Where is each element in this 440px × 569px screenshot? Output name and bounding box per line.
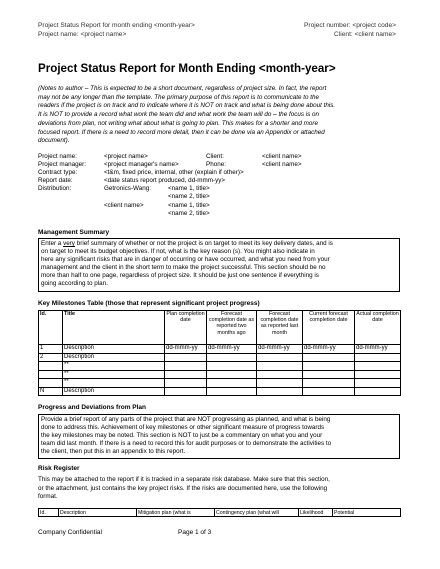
report-date-value: <date status report produced, dd-mmm-yy> [104, 177, 226, 185]
cell-forecast-last-month [257, 370, 303, 379]
risk-register-table [38, 508, 401, 517]
milestones-table [38, 310, 401, 396]
summary-line [41, 240, 397, 248]
cell-id: 1 [39, 345, 63, 354]
footer-confidential: Company Confidential [38, 529, 102, 536]
risk-col-mitigation: Mitigation plan (what is [137, 509, 215, 517]
notes-line: document). [38, 137, 70, 145]
progress-line: the client, then put this in an appendix to this report. [41, 448, 186, 456]
table-row [39, 353, 401, 362]
cell-current-forecast [303, 379, 355, 388]
cell-current-forecast [303, 370, 355, 379]
cell-forecast-two-months [207, 353, 257, 362]
distribution-org-1-name-2: <name 2, title> [168, 193, 210, 201]
table-row [39, 345, 401, 354]
cell-actual-date [355, 370, 401, 379]
progress-heading: Progress and Deviations from Plan [38, 404, 147, 411]
footer-page-number: Page 1 of 3 [178, 529, 212, 536]
distribution-org-2-name-1: <name 1, title> [168, 201, 210, 209]
cell-forecast-two-months [207, 379, 257, 388]
cell-title: Description [63, 345, 165, 354]
cell-forecast-last-month: dd-mmm-yy [257, 345, 303, 354]
progress-line: team did last month. If there is a need to record this for audit purposes or to demonstrate the activities to [41, 440, 332, 448]
cell-forecast-last-month [257, 387, 303, 396]
cell-forecast-last-month [257, 362, 303, 371]
risk-col-id: Id. [39, 509, 59, 517]
milestones-heading: Key Milestones Table (those that represent significant project progress) [38, 300, 260, 307]
summary-underlined-word: very [63, 240, 75, 247]
col-header-plan-date: Plan completion date [165, 311, 207, 345]
notes-line: (Notes to author – This is expected to be a short document, regardless of project size. In fact, the report [38, 85, 327, 92]
author-notes [38, 85, 400, 146]
distribution-label: Distribution: [38, 185, 72, 193]
contract-value: <t&m, fixed price, internal, other (explain if other)> [104, 169, 244, 177]
risk-register-text [38, 476, 400, 502]
summary-line: more than half to one page, regardless of project size. It should be just one sentence if everything is [41, 272, 319, 280]
header-project-name: Project name: <project name> [38, 30, 127, 38]
risk-line: format. [38, 493, 58, 501]
contract-label: Contract type: [38, 169, 78, 177]
cell-id: 2 [39, 353, 63, 362]
progress-line: done to address this. Achievement of key milestones or other significant measure of progress towards [41, 424, 325, 432]
header-project-number: Project number: <project code> [304, 22, 396, 29]
cell-title: Description [63, 353, 165, 362]
distribution-org-2-name-2: <name 2, title> [168, 209, 210, 217]
risk-col-likelihood: Likelihood [299, 509, 333, 517]
cell-plan-date [165, 370, 207, 379]
distribution-org-2: <client name> [104, 201, 144, 209]
table-row [39, 370, 401, 379]
distribution-org-1-name-1: <name 1, title> [168, 185, 210, 193]
cell-forecast-two-months: dd-mmm-yy [207, 345, 257, 354]
cell-actual-date [355, 362, 401, 371]
cell-id: N [39, 387, 63, 396]
cell-id [39, 370, 63, 379]
client-label: Client: [206, 153, 224, 160]
summary-text: Enter a [41, 240, 64, 247]
project-name-value: <project name> [104, 153, 148, 160]
summary-line: here any significant risks that are in danger of occurring or have occurred, and what you need from your [41, 256, 330, 264]
risk-line: This may be attached to the report if it is tracked in a separate risk database. Make sure that this section, [38, 476, 330, 483]
cell-actual-date [355, 387, 401, 396]
cell-plan-date: dd-mmm-yy [165, 345, 207, 354]
header-client: Client: <client name> [334, 30, 396, 38]
notes-line: It is NOT to provide a record what work the team did and what work the team will do – the focus is on [38, 111, 320, 119]
risk-col-description: Description [59, 509, 137, 517]
risk-col-potential: Potential [333, 509, 401, 517]
cell-plan-date [165, 379, 207, 388]
cell-plan-date [165, 362, 207, 371]
cell-id [39, 379, 63, 388]
running-header-left [38, 22, 195, 39]
cell-title: ** [63, 362, 165, 371]
cell-title: ** [63, 379, 165, 388]
table-row [39, 387, 401, 396]
col-header-id: Id. [39, 311, 63, 345]
distribution-org-1: Getronics-Wang: [104, 185, 152, 193]
summary-line: management and the client in the short term to make the project successful. This section should be no [41, 264, 326, 272]
cell-plan-date [165, 353, 207, 362]
cell-actual-date: dd-mmm-yy [355, 345, 401, 354]
cell-forecast-last-month [257, 353, 303, 362]
management-summary-heading: Management Summary [38, 229, 110, 236]
cell-forecast-two-months [207, 387, 257, 396]
report-date-label: Report date: [38, 177, 73, 185]
col-header-current-forecast: Current forecast completion date [303, 311, 355, 345]
cell-forecast-last-month [257, 379, 303, 388]
notes-line: focused report. If there is a need to record more detail, then it can be done via an Appendix or attached [38, 128, 325, 136]
risk-col-contingency: Contingency plan (what will [215, 509, 299, 517]
risk-line: or the attachment, just contains the key project risks. If the risks are documented here, use the following [38, 484, 328, 492]
notes-line: may not be any longer than the template. The primary purpose of this report is to communicate to the [38, 93, 320, 101]
cell-id [39, 362, 63, 371]
manager-value: <project manager's name> [104, 161, 179, 169]
summary-line: going according to plan. [41, 280, 108, 288]
cell-forecast-two-months [207, 370, 257, 379]
cell-current-forecast [303, 362, 355, 371]
manager-label: Project manager: [38, 161, 86, 169]
cell-current-forecast [303, 353, 355, 362]
risk-register-heading: Risk Register [38, 465, 80, 472]
col-header-actual-date: Actual completion date [355, 311, 401, 345]
header-report-title: Project Status Report for month ending <month-year> [38, 22, 195, 29]
phone-label: Phone: [206, 161, 226, 169]
cell-forecast-two-months [207, 362, 257, 371]
progress-box[interactable] [38, 414, 400, 459]
progress-line: Provide a brief report of any parts of the project that are NOT progressing as planned, and what is being [41, 416, 331, 423]
notes-line: deviations from plan, not writing what about what is going to plan. This makes for a shorter and more [38, 119, 319, 127]
col-header-forecast-two-months: Forecast completion date as reported two months ago [207, 311, 257, 345]
cell-title: Description [63, 387, 165, 396]
cell-title: ** [63, 370, 165, 379]
col-header-forecast-last-month: Forecast completion date as reported last month [257, 311, 303, 345]
project-name-label: Project name: [38, 153, 77, 160]
cell-actual-date [355, 353, 401, 362]
document-title: Project Status Report for Month Ending <month-year> [38, 62, 336, 75]
phone-value: <client name> [262, 161, 302, 169]
col-header-title: Title [63, 311, 165, 345]
cell-current-forecast: dd-mmm-yy [303, 345, 355, 354]
cell-current-forecast [303, 387, 355, 396]
progress-line: the key milestones may be noted. This section is NOT to just be a commentary on what you and your [41, 432, 323, 440]
running-header-right [304, 22, 396, 39]
cell-actual-date [355, 379, 401, 388]
client-value: <client name> [262, 153, 302, 160]
summary-line: on target to meet its budget objectives. If not, what is the key reason (s). You might also indicate in [41, 248, 315, 256]
cell-plan-date [165, 387, 207, 396]
table-row [39, 362, 401, 371]
summary-text: brief summary of whether or not the project is on target to meet its key delivery dates, and is [74, 240, 333, 247]
notes-line: readers if the project is on track and to indicate where it is NOT on track and what is being done about this. [38, 102, 336, 110]
table-row [39, 379, 401, 388]
management-summary-box[interactable] [38, 238, 400, 292]
